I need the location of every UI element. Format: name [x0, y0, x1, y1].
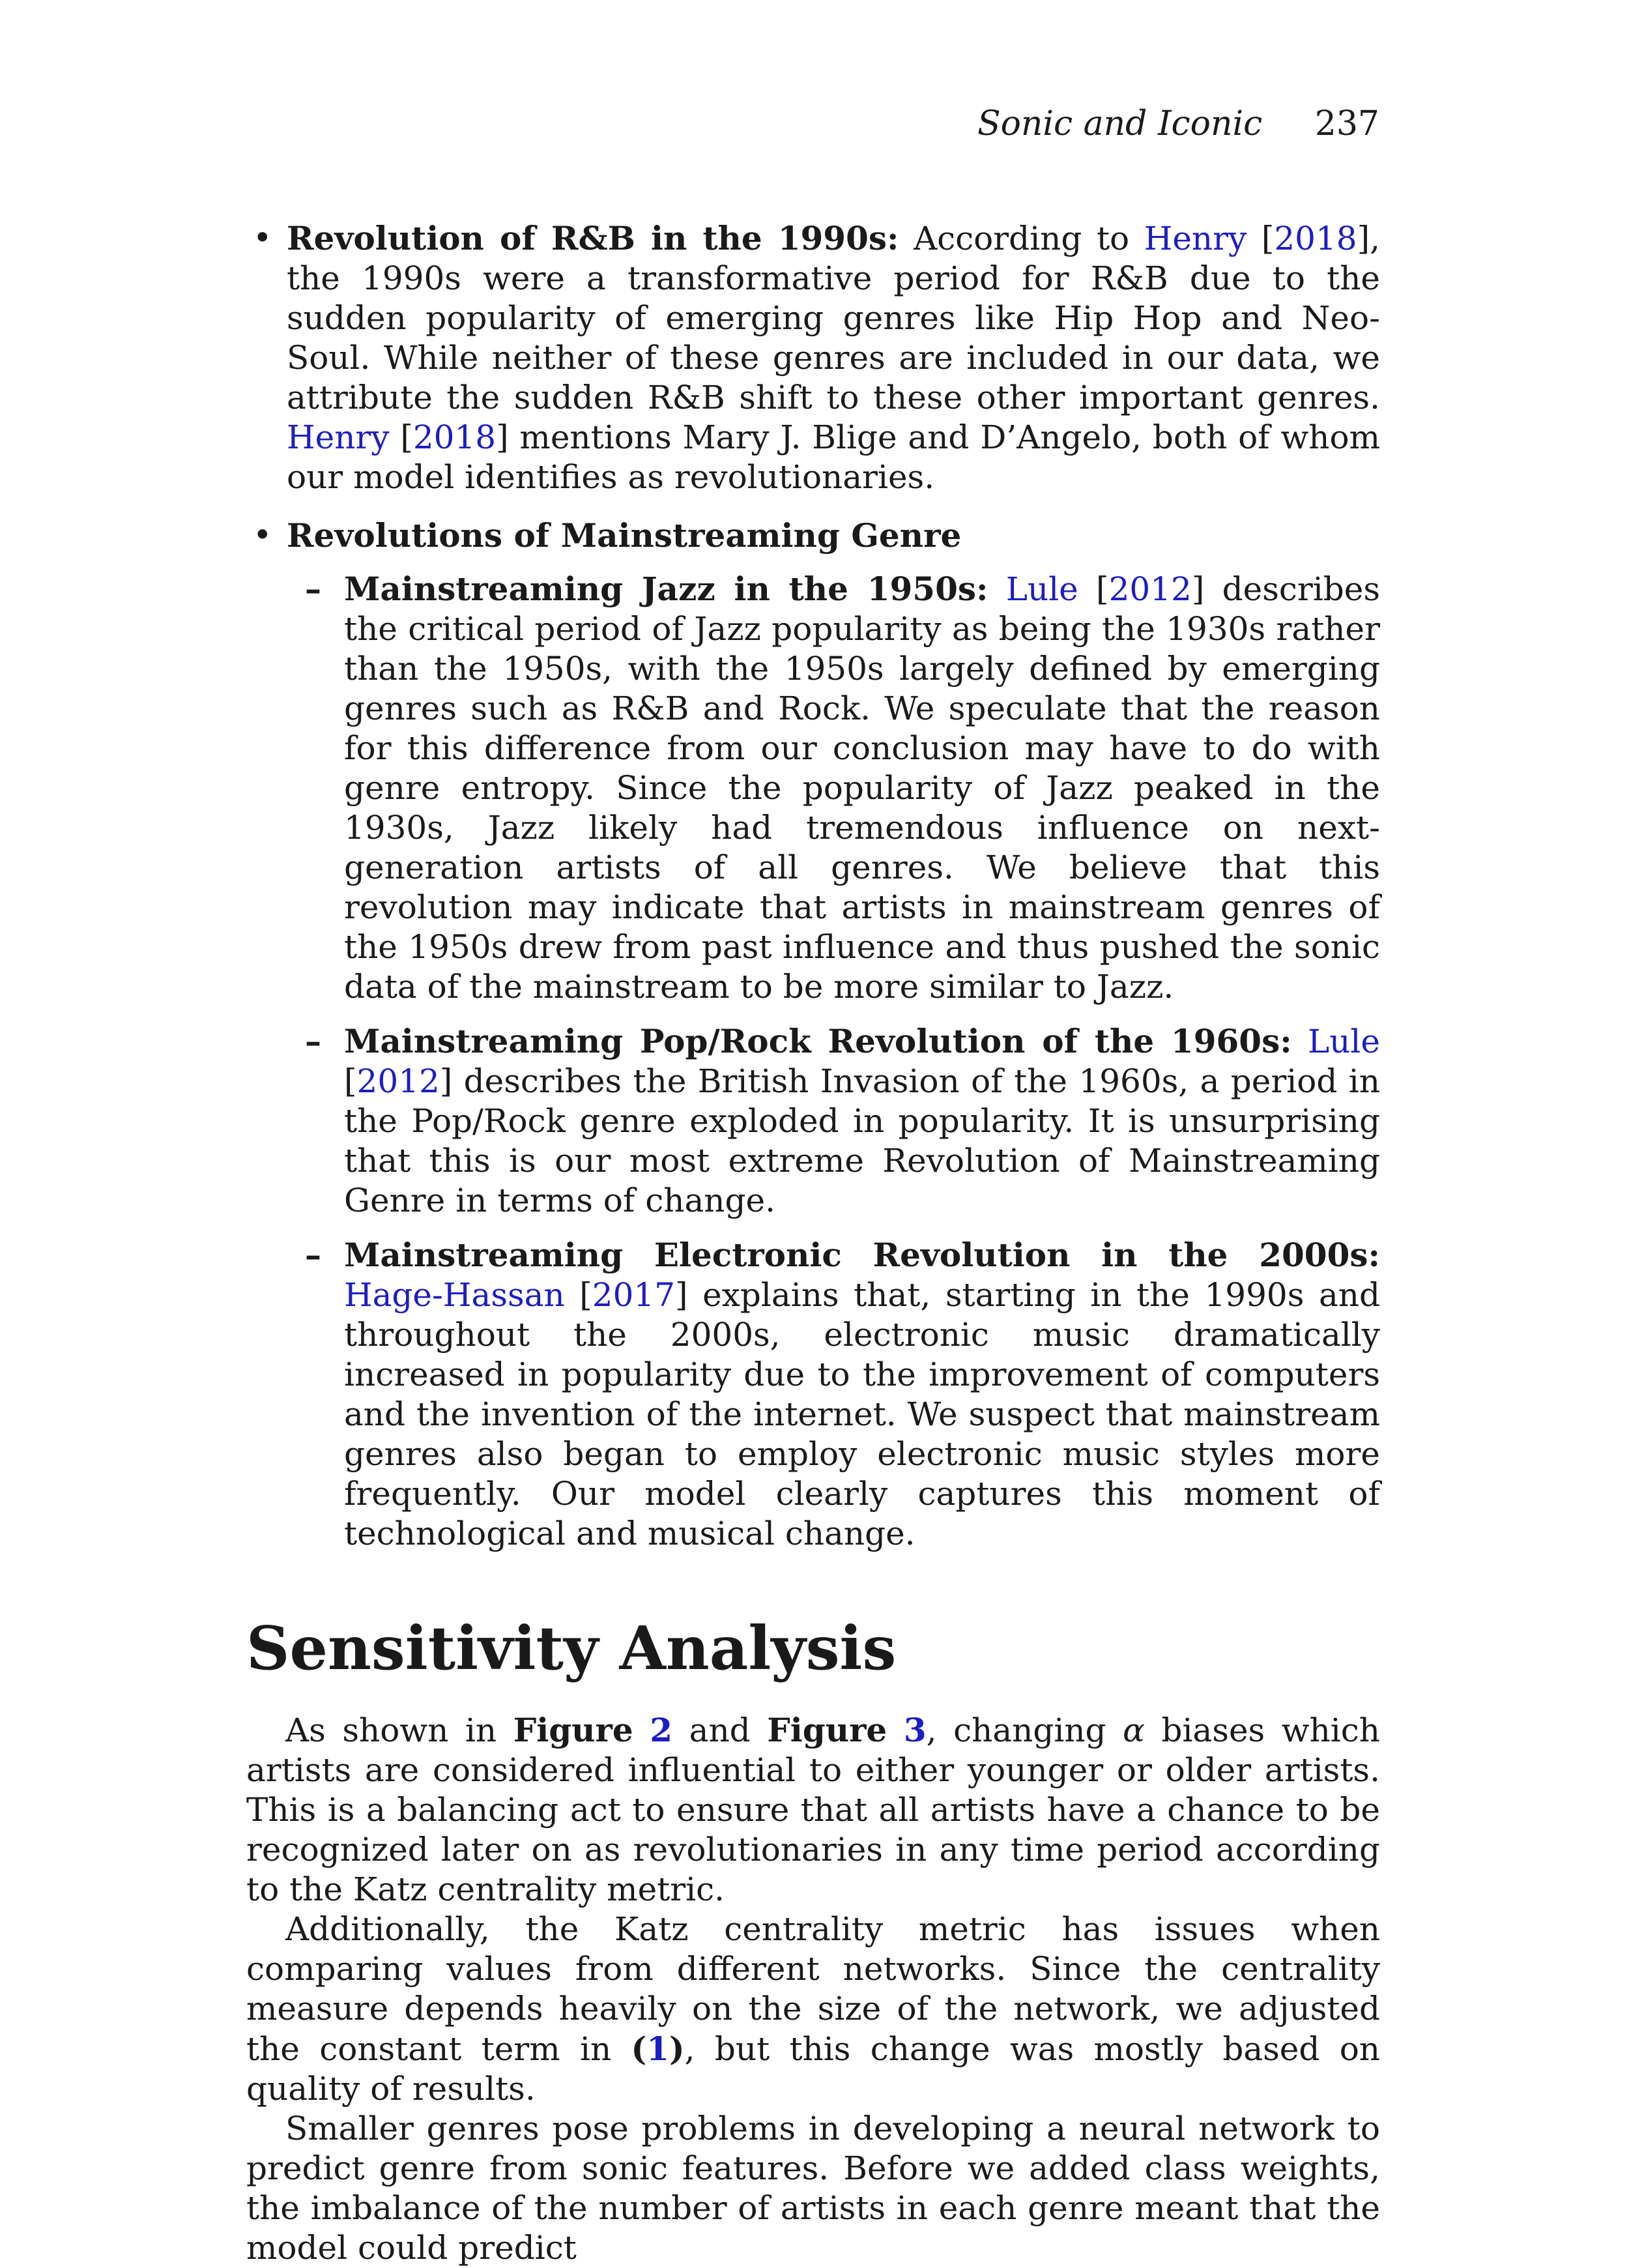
body-text: , changing [926, 1711, 1123, 1749]
citation-year-link[interactable]: 2012 [1108, 570, 1192, 608]
subitem-title: Mainstreaming Jazz in the 1950s: [344, 570, 988, 608]
page-number: 237 [1314, 104, 1379, 143]
running-head [977, 104, 1379, 143]
body-text: ], the 1990s were a transformative period for R&B due to the sudden popularity of emerging genres like Hip Hop and Neo-Soul. While neither of these genres are included in our data, we attribute the sudden R&B shift to these other important genres. [287, 220, 1380, 416]
section-heading: Sensitivity Analysis [246, 1613, 897, 1683]
body-text: biases which artists are considered influential to either younger or older artists. This is a balancing act to ensure that all artists have a chance to be recognized later on as revolutionaries in any time period according to the Katz centrality metric. [246, 1711, 1380, 1908]
item-title: Revolutions of Mainstreaming Genre [287, 516, 962, 555]
citation-year-link[interactable]: 2018 [1274, 220, 1357, 257]
equation-ref-link[interactable]: 1 [646, 2029, 669, 2068]
mainstreaming-sublist [287, 569, 1380, 1554]
citation-link-lule[interactable]: Lule [1005, 570, 1078, 608]
body-text: [ [1078, 570, 1109, 608]
citation-link-hage-hassan[interactable]: Hage-Hassan [344, 1276, 565, 1314]
body-text: [ [1247, 220, 1275, 257]
body-text: ] mentions Mary J. Blige and D’Angelo, both of whom our model identifies as revolutionaries. [287, 418, 1380, 496]
paragraph-1 [246, 1710, 1380, 1910]
subitem-title: Mainstreaming Electronic Revolution in the 2000s: [344, 1236, 1380, 1274]
revolution-list [246, 218, 1380, 1554]
body-text: ] explains that, starting in the 1990s and throughout the 2000s, electronic music dramatically increased in popularity due to the improvement of computers and the invention of the internet. We suspect that mainstream genres also began to employ electronic music styles more frequently. Our model clearly captures this moment of technological and musical change. [344, 1276, 1380, 1552]
figure-ref-link[interactable]: 3 [903, 1711, 927, 1749]
citation-link-lule[interactable]: Lule [1308, 1023, 1380, 1060]
citation-year-link[interactable]: 2012 [356, 1062, 440, 1100]
citation-year-link[interactable]: 2017 [592, 1276, 676, 1314]
figure-ref-link[interactable]: 2 [650, 1711, 673, 1749]
body-text: [ [344, 1062, 357, 1100]
page-content [246, 218, 1380, 2268]
body-text: Smaller genres pose problems in developing a neural network to predict genre from sonic features. Before we added class weights, the imbalance of the number of artists in each genre meant that the model could predict [246, 2110, 1380, 2267]
item-title: Revolution of R&B in the 1990s: [287, 219, 899, 257]
body-text: According to [899, 220, 1144, 257]
figure-label: Figure [767, 1711, 887, 1749]
body-text: , but this change was mostly based on quality of results. [246, 2030, 1381, 2108]
equation-paren: ( [631, 2029, 647, 2068]
body-text [1292, 1023, 1308, 1060]
sublist-item-electronic-2000s [287, 1235, 1380, 1554]
body-text: As shown in [285, 1711, 513, 1749]
body-text [988, 570, 1005, 608]
sublist-item-poprock-1960s [287, 1021, 1380, 1221]
citation-year-link[interactable]: 2018 [412, 418, 497, 456]
subitem-title: Mainstreaming Pop/Rock Revolution of the 1960s: [344, 1022, 1292, 1060]
equation-paren: ) [669, 2029, 685, 2068]
alpha-symbol: α [1123, 1711, 1145, 1749]
body-text: ] describes the British Invasion of the 1960s, a period in the Pop/Rock genre exploded in popularity. It is unsurprising that this is our most extreme Revolution of Mainstreaming Genre in terms of change. [344, 1062, 1380, 1219]
body-text: and [672, 1711, 768, 1749]
list-item-mainstreaming-genre [246, 516, 1380, 1554]
citation-link-henry[interactable]: Henry [287, 418, 390, 456]
paragraph-3 [246, 2109, 1380, 2268]
body-text: Additionally, the Katz centrality metric has issues when comparing values from different networks. Since the centrality measure depends heavily on the size of the network, we adjusted the constant term in [246, 1910, 1380, 2068]
running-head-title: Sonic and Iconic [977, 104, 1263, 143]
citation-link-henry[interactable]: Henry [1144, 220, 1247, 257]
list-item-rnb-1990s [246, 218, 1380, 497]
sublist-item-jazz-1950s [287, 569, 1380, 1007]
figure-label: Figure [513, 1711, 633, 1749]
body-text: ] describes the critical period of Jazz popularity as being the 1930s rather than the 1950s, with the 1950s largely defined by emerging genres such as R&B and Rock. We speculate that the reason for this difference from our conclusion may have to do with genre entropy. Since the popularity of Jazz peaked in the 1930s, Jazz likely had tremendous influence on next-generation artists of all genres. We believe that this revolution may indicate that artists in mainstream genres of the 1950s drew from past influence and thus pushed the sonic data of the mainstream to be more similar to Jazz. [344, 570, 1381, 1006]
body-text: [ [564, 1276, 592, 1314]
body-text: [ [389, 418, 413, 456]
paragraph-2 [246, 1910, 1380, 2109]
